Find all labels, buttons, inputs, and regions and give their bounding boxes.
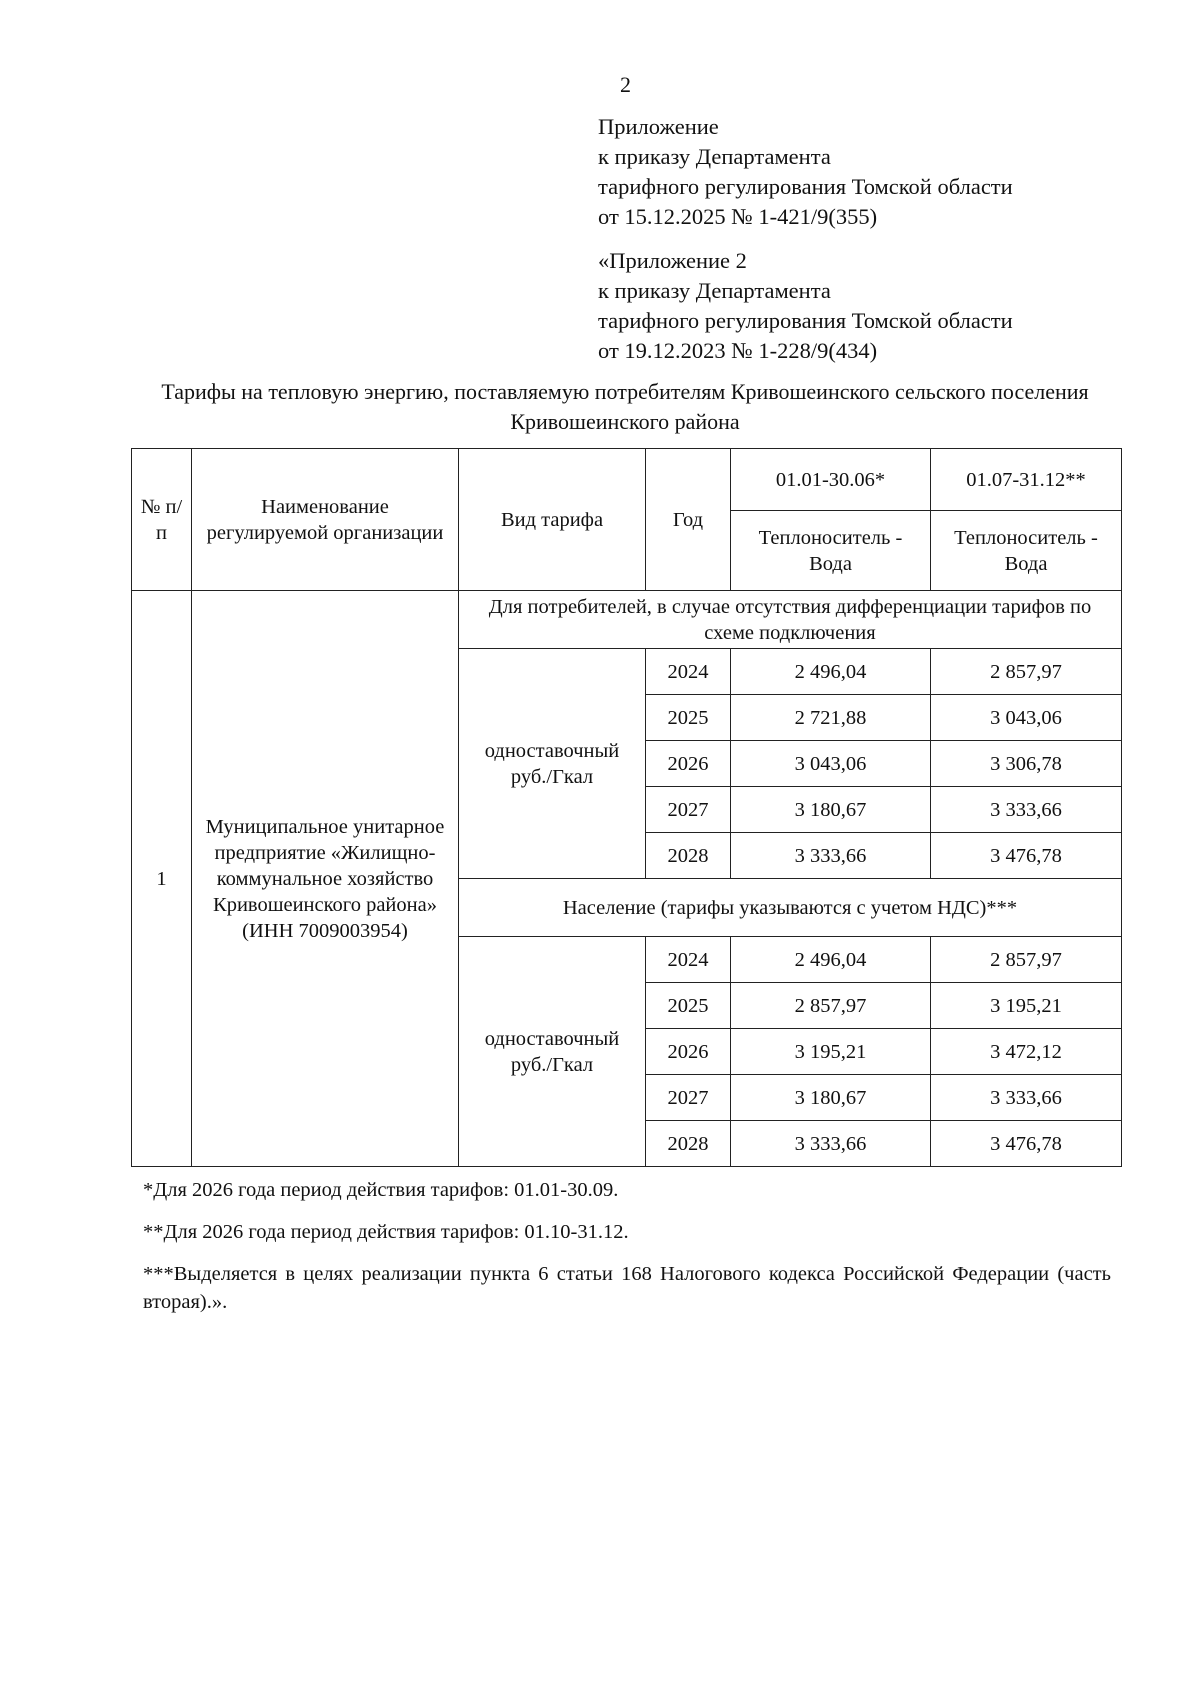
year-cell: 2026 <box>646 1029 731 1075</box>
footnote: *Для 2026 года период действия тарифов: 01.01-30.09. <box>143 1179 619 1201</box>
annex-line: «Приложение 2 <box>598 248 747 273</box>
tariff-period-2: 3 333,66 <box>931 787 1122 833</box>
tariff-period-2: 3 195,21 <box>931 983 1122 1029</box>
header-period-2: 01.07-31.12** <box>931 449 1122 511</box>
footnote: **Для 2026 года период действия тарифов: 01.10-31.12. <box>143 1221 629 1243</box>
section-heading-row <box>132 591 1122 649</box>
header-year: Год <box>646 449 731 591</box>
tariff-period-2: 3 476,78 <box>931 1121 1122 1167</box>
tariff-period-1: 2 496,04 <box>731 937 931 983</box>
tariff-period-2: 3 306,78 <box>931 741 1122 787</box>
year-cell: 2027 <box>646 787 731 833</box>
tariff-period-1: 3 195,21 <box>731 1029 931 1075</box>
tariff-period-1: 3 180,67 <box>731 1075 931 1121</box>
page-number: 2 <box>620 72 631 97</box>
footnote: ***Выделяется в целях реализации пункта 6 статьи 168 Налогового кодекса Российской Федерации (часть вторая).». <box>143 1263 1111 1313</box>
year-cell: 2027 <box>646 1075 731 1121</box>
tariff-period-2: 3 333,66 <box>931 1075 1122 1121</box>
tariff-period-1: 2 721,88 <box>731 695 931 741</box>
tariff-type: одноставочный руб./Гкал <box>459 937 646 1167</box>
tariff-period-1: 3 333,66 <box>731 833 931 879</box>
header-period-1: 01.01-30.06* <box>731 449 931 511</box>
year-cell: 2026 <box>646 741 731 787</box>
annex-line: от 19.12.2023 № 1-228/9(434) <box>598 338 878 363</box>
header-carrier-2: Теплоноситель - Вода <box>931 511 1122 591</box>
tariff-type: одноставочный руб./Гкал <box>459 649 646 879</box>
organization-name: Муниципальное унитарное предприятие «Жилищно-коммунальное хозяйство Кривошеинского района» (ИНН 7009003954) <box>192 591 459 1167</box>
annex-line: к приказу Департамента <box>598 278 831 303</box>
footnotes <box>143 1176 1111 1330</box>
header-organization: Наименование регулируемой организации <box>192 449 459 591</box>
year-cell: 2025 <box>646 983 731 1029</box>
tariff-period-2: 3 472,12 <box>931 1029 1122 1075</box>
header-tariff-type: Вид тарифа <box>459 449 646 591</box>
tariff-period-2: 2 857,97 <box>931 649 1122 695</box>
tariff-period-1: 2 857,97 <box>731 983 931 1029</box>
tariff-period-2: 3 476,78 <box>931 833 1122 879</box>
year-cell: 2025 <box>646 695 731 741</box>
tariff-period-1: 3 043,06 <box>731 741 931 787</box>
annex-line: Приложение <box>598 114 719 139</box>
year-cell: 2024 <box>646 937 731 983</box>
tariff-table <box>131 448 1122 1167</box>
header-carrier-1: Теплоноситель - Вода <box>731 511 931 591</box>
tariff-period-1: 2 496,04 <box>731 649 931 695</box>
table-header-row <box>132 449 1122 511</box>
year-cell: 2028 <box>646 833 731 879</box>
tariff-period-2: 2 857,97 <box>931 937 1122 983</box>
annex-line: тарифного регулирования Томской области <box>598 308 1013 333</box>
annex-line: тарифного регулирования Томской области <box>598 174 1013 199</box>
section-heading: Для потребителей, в случае отсутствия дифференциации тарифов по схеме подключения <box>459 591 1122 649</box>
row-number: 1 <box>132 591 192 1167</box>
tariff-period-1: 3 180,67 <box>731 787 931 833</box>
annex-line: к приказу Департамента <box>598 144 831 169</box>
tariff-period-1: 3 333,66 <box>731 1121 931 1167</box>
document-title: Тарифы на тепловую энергию, поставляемую потребителям Кривошеинского сельского поселения Кривошеинского района <box>161 379 1089 434</box>
year-cell: 2024 <box>646 649 731 695</box>
tariff-period-2: 3 043,06 <box>931 695 1122 741</box>
year-cell: 2028 <box>646 1121 731 1167</box>
annex-2-header <box>598 246 1013 366</box>
section-heading: Население (тарифы указываются с учетом НДС)*** <box>459 879 1122 937</box>
annex-line: от 15.12.2025 № 1-421/9(355) <box>598 204 878 229</box>
header-num: № п/п <box>132 449 192 591</box>
annex-header <box>598 112 1013 232</box>
